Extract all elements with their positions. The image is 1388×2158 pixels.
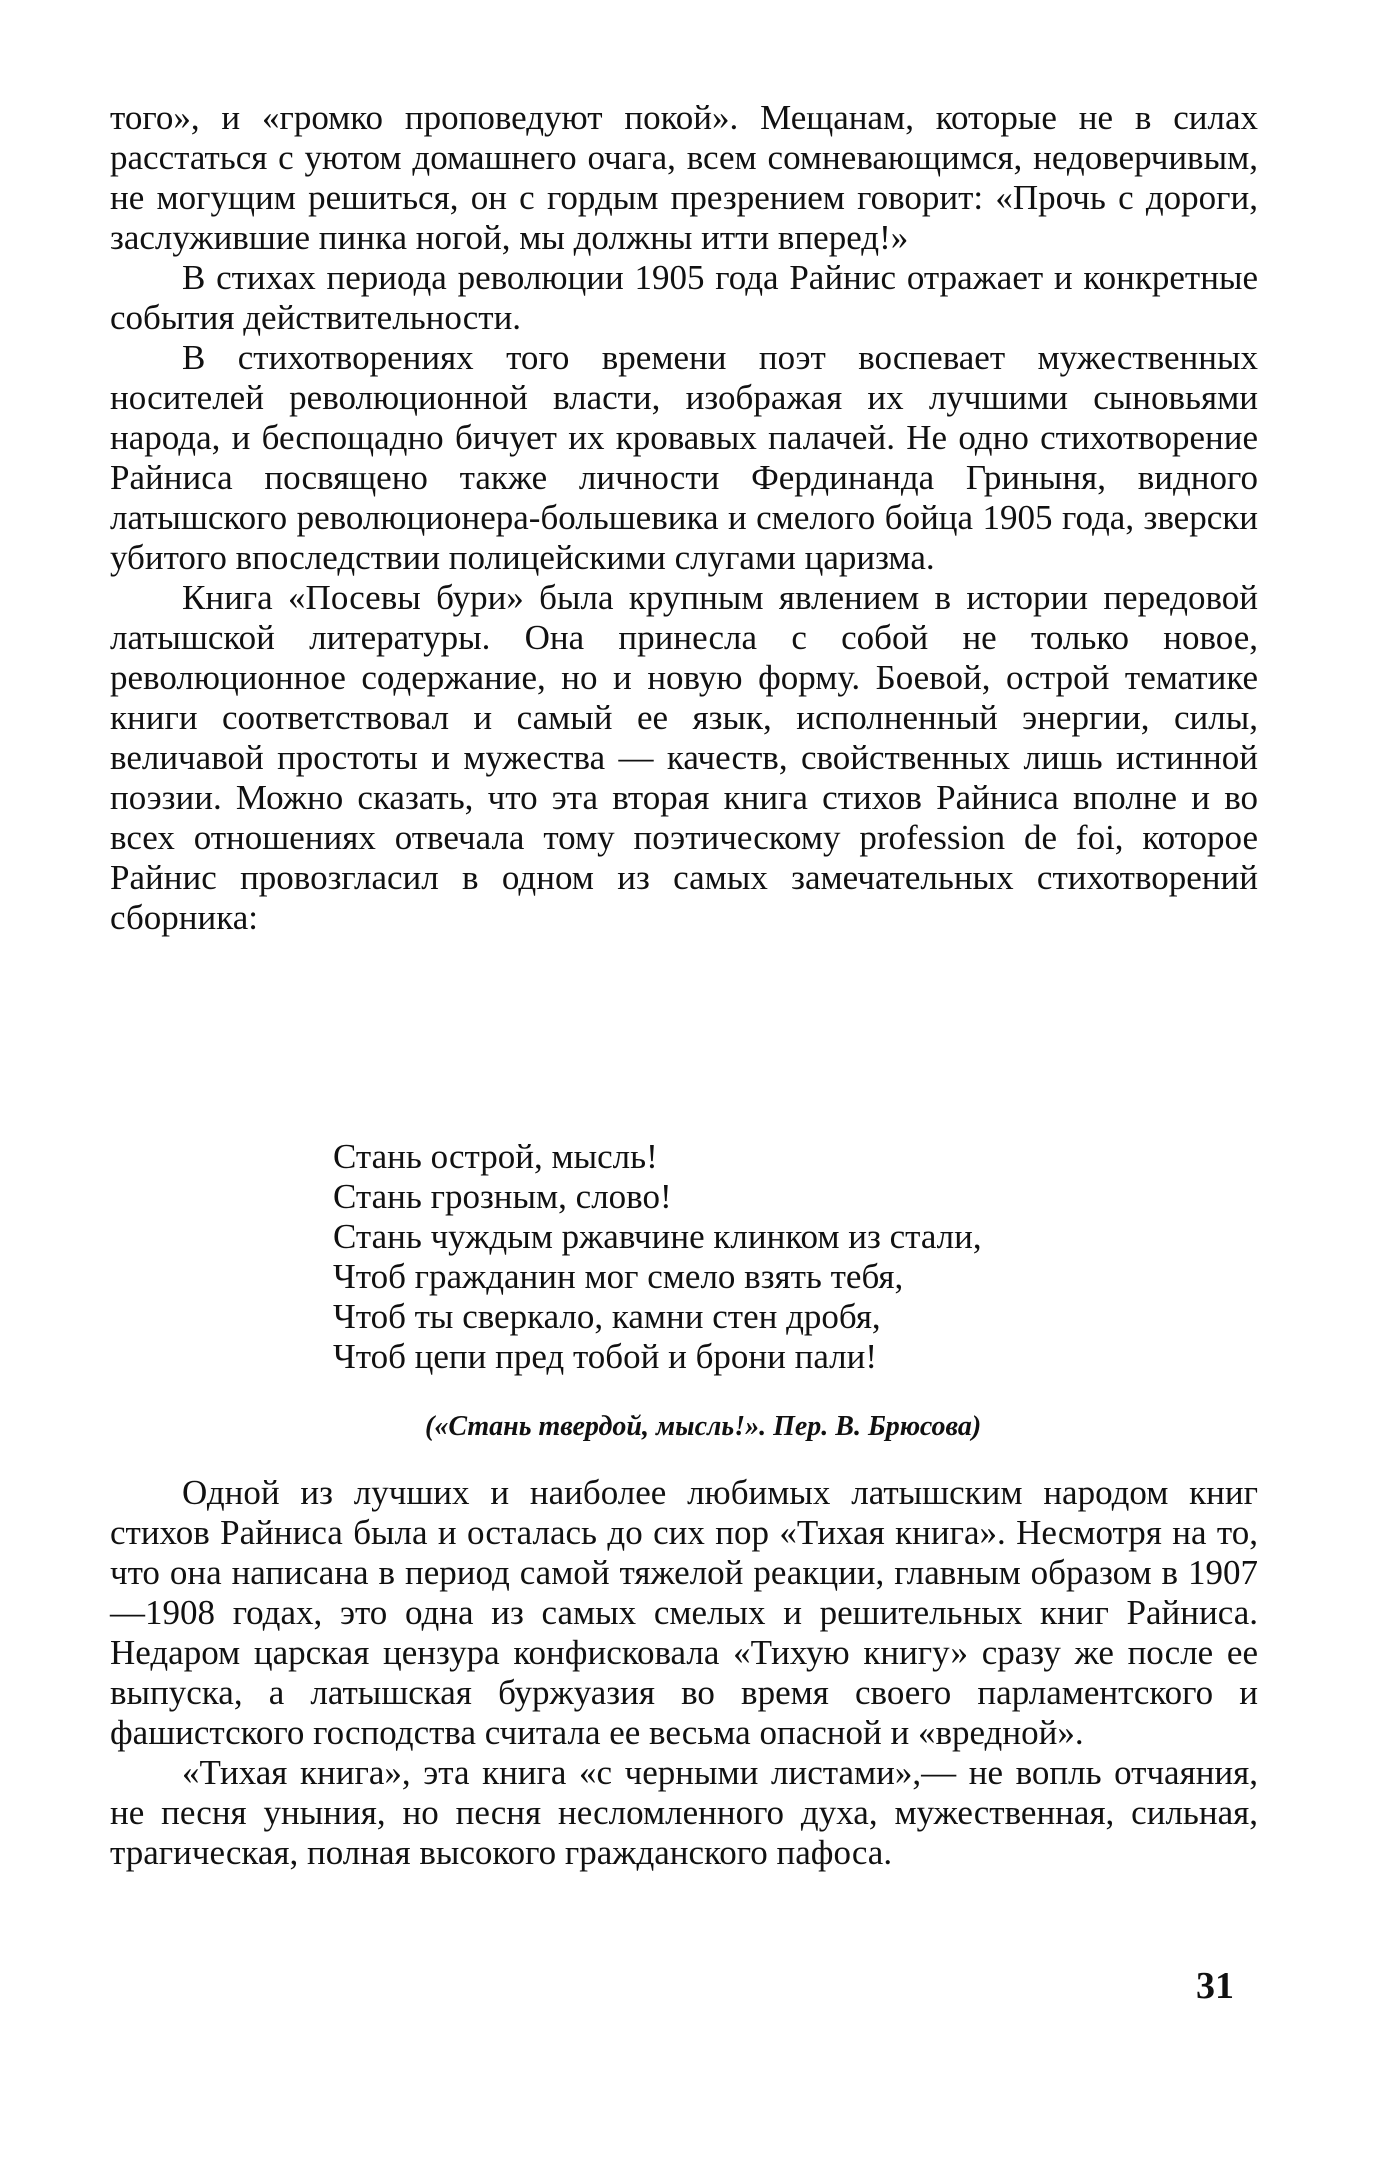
poem-line: Стань грозным, слово! [333, 1177, 672, 1216]
paragraph: Книга «Посевы бури» была крупным явлением в истории передовой латышской литературы. Она принесла с собой не только новое, революционное содержание, но и новую форму. Боевой, острой тематике книги соответствовал и самый ее язык, исполненный энергии, силы, величавой простоты и мужества — качеств, свойственных лишь истинной поэзии. Можно сказать, что эта вторая книга стихов Райниса вполне и во всех отношениях отвечала тому поэтическому profession de foi, которое Райнис провозгласил в одном из самых замечательных стихотворений сборника: [110, 578, 1258, 937]
poem-line: Чтоб цепи пред тобой и брони пали! [333, 1337, 878, 1376]
paragraph: В стихах периода революции 1905 года Райнис отражает и конкретные события действительности. [110, 258, 1258, 337]
poem-line: Стань острой, мысль! [333, 1137, 658, 1176]
paragraph: «Тихая книга», эта книга «с черными листами»,— не вопль отчаяния, не песня уныния, но песня несломленного духа, мужественная, сильная, трагическая, полная высокого гражданского пафоса. [110, 1753, 1258, 1872]
page-number: 31 [1196, 1965, 1234, 2007]
poem-quote [333, 1137, 982, 1377]
poem-attribution: («Стань твердой, мысль!». Пер. В. Брюсова) [425, 1411, 982, 1442]
body-text-top [110, 98, 1258, 938]
poem-line: Стань чуждым ржавчине клинком из стали, [333, 1217, 982, 1256]
poem-line: Чтоб гражданин мог смело взять тебя, [333, 1257, 904, 1296]
paragraph: того», и «громко проповедуют покой». Мещанам, которые не в силах расстаться с уютом домашнего очага, всем сомневающимся, недоверчивым, не могущим решиться, он с гордым презрением говорит: «Прочь с дороги, заслужившие пинка ногой, мы должны итти вперед!» [110, 98, 1258, 257]
poem-line: Чтоб ты сверкало, камни стен дробя, [333, 1297, 881, 1336]
paragraph: Одной из лучших и наиболее любимых латышским народом книг стихов Райниса была и осталась до сих пор «Тихая книга». Несмотря на то, что она написана в период самой тяжелой реакции, главным образом в 1907—1908 годах, это одна из самых смелых и решительных книг Райниса. Недаром царская цензура конфисковала «Тихую книгу» сразу же после ее выпуска, а латышская буржуазия во время своего парламентского и фашистского господства считала ее весьма опасной и «вредной». [110, 1473, 1258, 1752]
paragraph: В стихотворениях того времени поэт воспевает мужественных носителей революционной власти, изображая их лучшими сыновьями народа, и беспощадно бичует их кровавых палачей. Не одно стихотворение Райниса посвящено также личности Фердинанда Гриныня, видного латышского революционера-большевика и смелого бойца 1905 года, зверски убитого впоследствии полицейскими слугами царизма. [110, 338, 1258, 577]
body-text-bottom [110, 1473, 1258, 1873]
